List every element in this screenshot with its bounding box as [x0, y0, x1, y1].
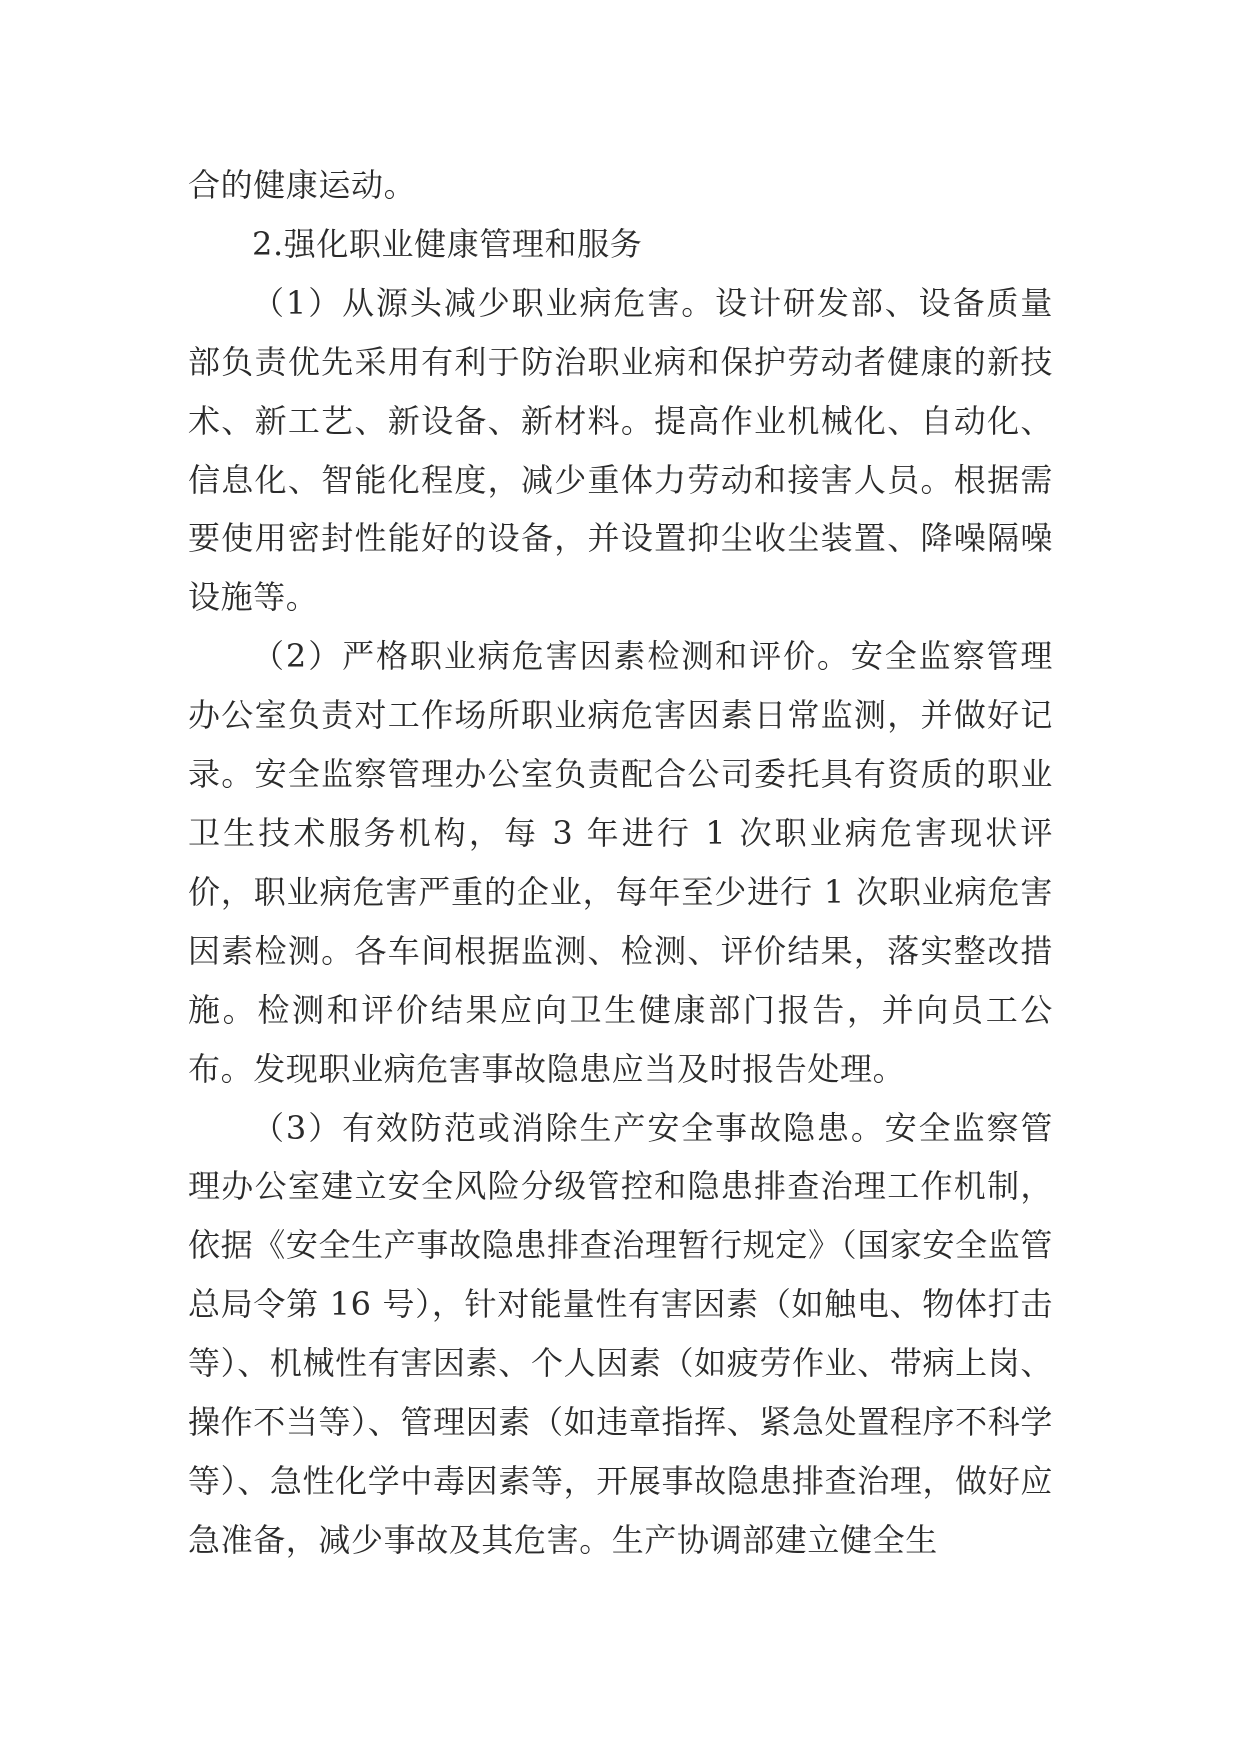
paragraph-continuation: 合的健康运动。: [188, 166, 417, 204]
paragraph-3: （3）有效防范或消除生产安全事故隐患。安全监察管理办公室建立安全风险分级管控和隐患排查治理工作机制，依据《安全生产事故隐患排查治理暂行规定》（国家安全监管总局令第 16 号），针对能量性有害因素（如触电、物体打击等）、机械性有害因素、个人因素（如疲劳作业、带病上岗、操作不当等）、管理因素（如违章指挥、紧急处置程序不科学等）、急性化学中毒因素等，开展事故隐患排查治理，做好应急准备，减少事故及其危害。生产协调部建立健全生: [188, 1108, 1053, 1559]
paragraph-1: （1）从源头减少职业病危害。设计研发部、设备质量部负责优先采用有利于防治职业病和保护劳动者健康的新技术、新工艺、新设备、新材料。提高作业机械化、自动化、信息化、智能化程度，减少重体力劳动和接害人员。根据需要使用密封性能好的设备，并设置抑尘收尘装置、降噪隔噪设施等。: [188, 283, 1053, 617]
section-heading: 2.强化职业健康管理和服务: [252, 224, 643, 263]
document-body: [188, 156, 1053, 1570]
paragraph-2: （2）严格职业病危害因素检测和评价。安全监察管理办公室负责对工作场所职业病危害因素日常监测，并做好记录。安全监察管理办公室负责配合公司委托具有资质的职业卫生技术服务机构，每 3 年进行 1 次职业病危害现状评价，职业病危害严重的企业，每年至少进行 1 次职业病危害因素检测。各车间根据监测、检测、评价结果，落实整改措施。检测和评价结果应向卫生健康部门报告，并向员工公布。发现职业病危害事故隐患应当及时报告处理。: [188, 637, 1053, 1088]
